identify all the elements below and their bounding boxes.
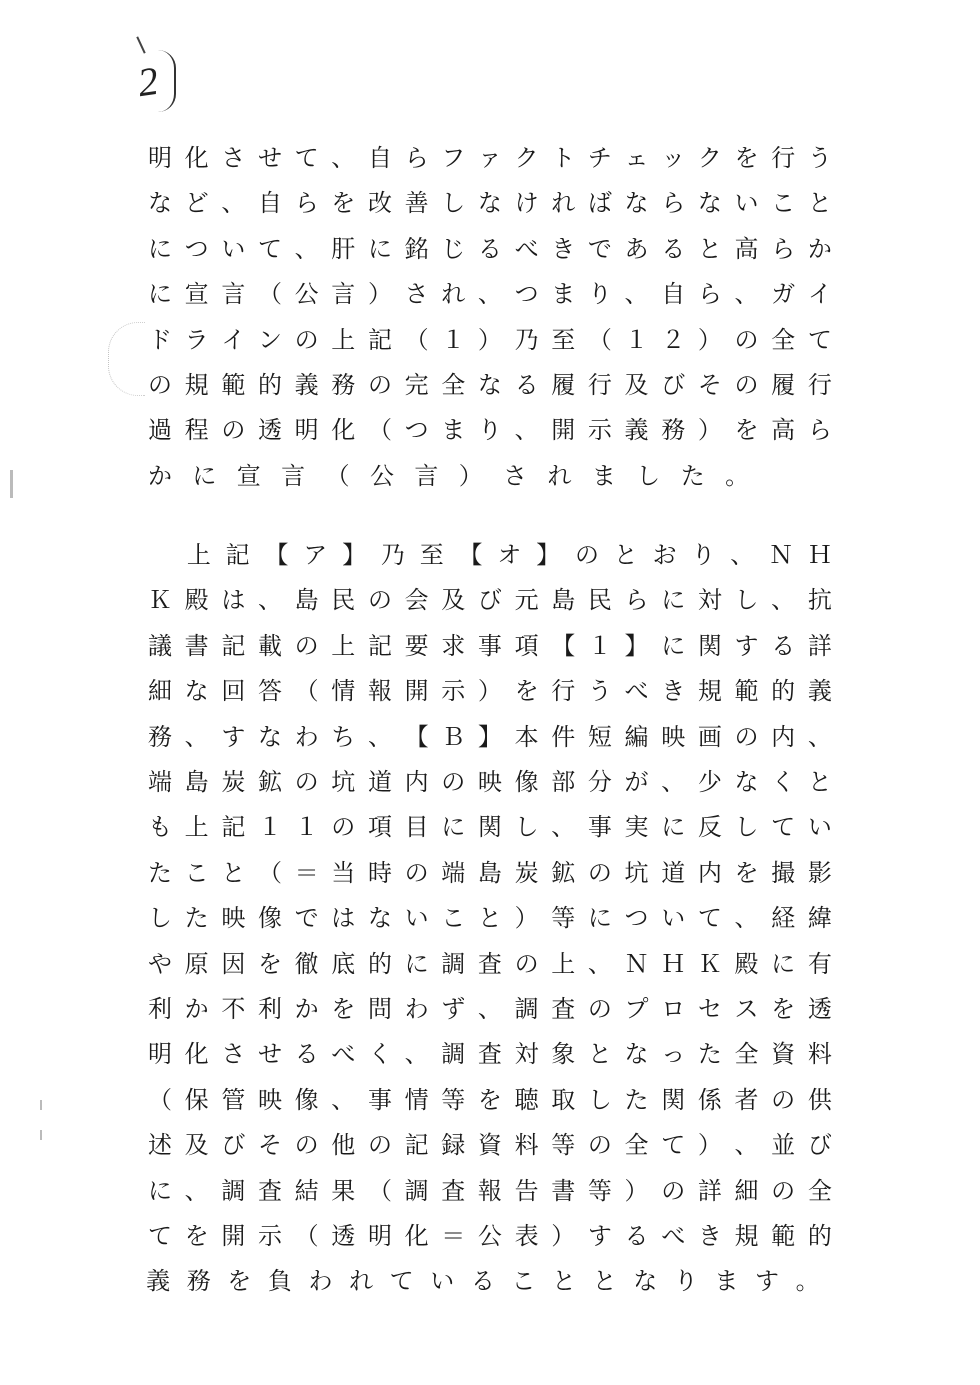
text-line: に 、 調 査 結 果 （ 調 査 報 告 書 等 ） の 詳 細 の 全 bbox=[148, 1176, 832, 1205]
scan-mark bbox=[10, 470, 13, 498]
text-line: 過 程 の 透 明 化 （ つ ま り 、 開 示 義 務 ） を 高 ら bbox=[148, 416, 832, 445]
scan-mark bbox=[40, 1130, 42, 1140]
text-line: （ 保 管 映 像 、 事 情 等 を 聴 取 し た 関 係 者 の 供 bbox=[148, 1085, 832, 1114]
page-number-tick bbox=[136, 36, 145, 53]
text-line: な ど 、 自 ら を 改 善 し な け れ ば な ら な い こ と bbox=[148, 189, 832, 218]
text-line: の 規 範 的 義 務 の 完 全 な る 履 行 及 び そ の 履 行 bbox=[148, 371, 832, 399]
text-line: た こ と （ ＝ 当 時 の 端 島 炭 鉱 の 坑 道 内 を 撮 影 bbox=[148, 858, 832, 887]
text-line: 端 島 炭 鉱 の 坑 道 内 の 映 像 部 分 が 、 少 な く と bbox=[148, 768, 832, 796]
text-line: 細 な 回 答 （ 情 報 開 示 ） を 行 う べ き 規 範 的 義 bbox=[148, 677, 832, 706]
text-line: 明 化 さ せ る べ く 、 調 査 対 象 と な っ た 全 資 料 bbox=[148, 1040, 832, 1069]
seal-stamp-mark bbox=[108, 322, 145, 396]
page-number-bracket bbox=[158, 50, 176, 112]
text-line: 議 書 記 載 の 上 記 要 求 事 項 【 １ 】 に 関 す る 詳 bbox=[148, 631, 832, 660]
text-line: や 原 因 を 徹 底 的 に 調 査 の 上 、 Ｎ Ｈ Ｋ 殿 に 有 bbox=[148, 949, 832, 978]
page-number: 2 bbox=[134, 57, 162, 106]
text-line: 務 、 す な わ ち 、 【 Ｂ 】 本 件 短 編 映 画 の 内 、 bbox=[148, 722, 832, 751]
scan-mark bbox=[40, 1100, 42, 1110]
text-line: 明 化 さ せ て 、 自 ら フ ァ ク ト チ ェ ッ ク を 行 う bbox=[148, 144, 832, 172]
text-line: て を 開 示 （ 透 明 化 ＝ 公 表 ） す る べ き 規 範 的 bbox=[148, 1222, 832, 1250]
text-line: し た 映 像 で は な い こ と ） 等 に つ い て 、 経 緯 bbox=[148, 904, 832, 933]
text-line: 利 か 不 利 か を 問 わ ず 、 調 査 の プ ロ セ ス を 透 bbox=[148, 995, 832, 1023]
text-line: Ｋ 殿 は 、 島 民 の 会 及 び 元 島 民 ら に 対 し 、 抗 bbox=[148, 586, 832, 615]
text-line: か に 宣 言 （ 公 言 ） さ れ ま し た 。 bbox=[148, 461, 750, 490]
text-line: に つ い て 、 肝 に 銘 じ る べ き で あ る と 高 ら か bbox=[148, 234, 832, 263]
text-line: ド ラ イ ン の 上 記 （ １ ） 乃 至 （ １ ２ ） の 全 て bbox=[148, 325, 832, 354]
text-line: 義 務 を 負 わ れ て い る こ と と な り ま す 。 bbox=[146, 1267, 820, 1296]
text-line: も 上 記 １ １ の 項 目 に 関 し 、 事 実 に 反 し て い bbox=[148, 813, 832, 842]
text-line: 上 記 【 ア 】 乃 至 【 オ 】 の と お り 、 Ｎ Ｈ bbox=[186, 541, 832, 569]
text-line: 述 及 び そ の 他 の 記 録 資 料 等 の 全 て ） 、 並 び bbox=[148, 1131, 832, 1160]
text-line: に 宣 言 （ 公 言 ） さ れ 、 つ ま り 、 自 ら 、 ガ イ bbox=[148, 280, 832, 309]
